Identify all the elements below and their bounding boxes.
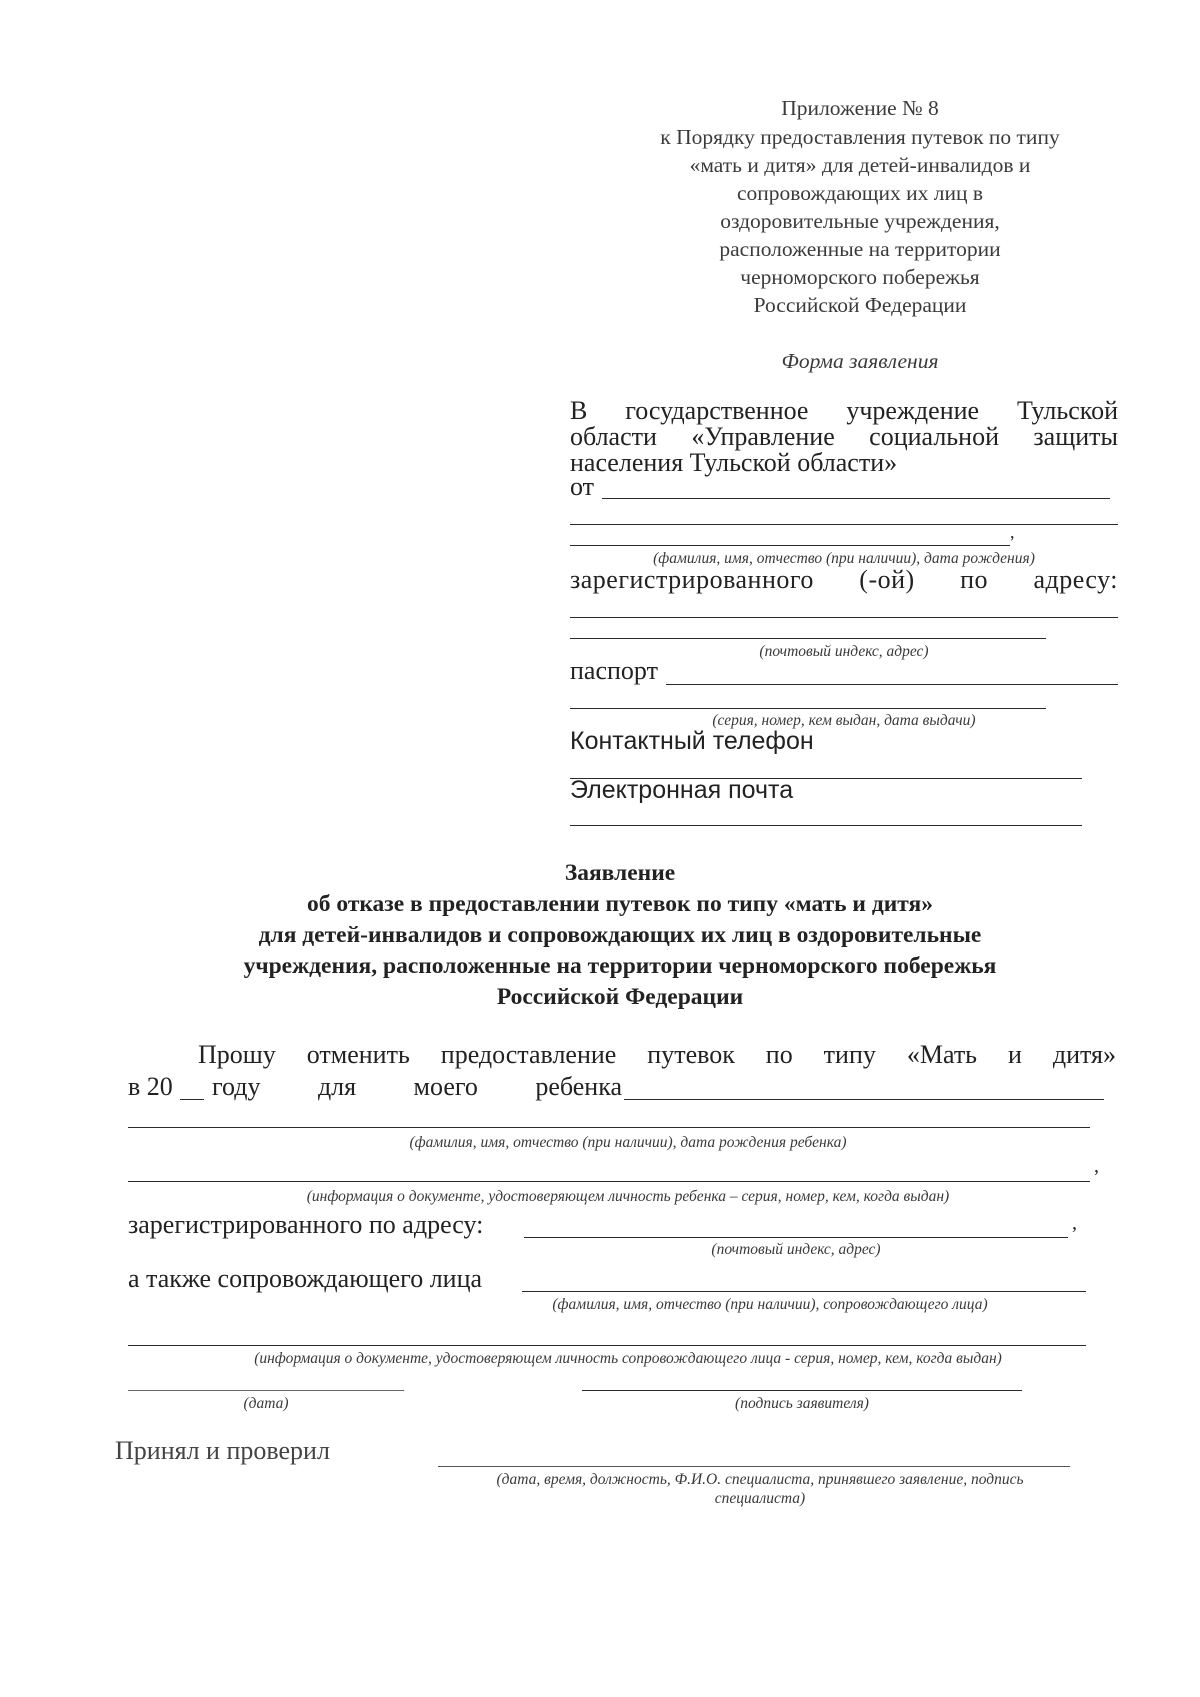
child-name-field[interactable] (624, 1099, 1104, 1100)
year-suffix: году для моего ребенка (212, 1072, 622, 1101)
year-field[interactable] (180, 1099, 204, 1100)
addressee-line: В государственное учреждение Тульской (570, 396, 1118, 425)
passport-label: паспорт (570, 656, 658, 685)
child-address-field[interactable] (524, 1237, 1068, 1238)
title-line: учреждения, расположенные на территории черноморского побережья (243, 953, 997, 979)
appendix-line: черноморского побережья (740, 265, 980, 289)
year-prefix: в 20 (128, 1072, 173, 1101)
signature-caption: (подпись заявителя) (735, 1395, 869, 1412)
address-field[interactable] (570, 617, 1118, 618)
applicant-name-field-2[interactable] (570, 524, 1118, 525)
passport-field[interactable] (666, 684, 1118, 685)
passport-field-2[interactable] (570, 708, 1046, 709)
child-address-caption: (почтовый индекс, адрес) (711, 1241, 881, 1258)
phone-label: Контактный телефон (570, 727, 814, 755)
appendix-line: расположенные на территории (719, 237, 1001, 261)
addressee-line: области «Управление социальной защиты (570, 422, 1118, 451)
signature-field[interactable] (582, 1390, 1022, 1391)
companion-label: а также сопровождающего лица (128, 1264, 483, 1293)
companion-document-caption: (информация о документе, удостоверяющем личность сопровождающего лица - серия, номер, кем, когда выдан) (254, 1350, 1002, 1367)
address-caption: (почтовый индекс, адрес) (759, 643, 929, 660)
form-label: Форма заявления (781, 349, 939, 373)
child-name-field-2[interactable] (128, 1127, 1090, 1128)
applicant-name-field-3[interactable] (570, 545, 1010, 546)
title-line: для детей-инвалидов и сопровождающих их лиц в оздоровительные (258, 922, 982, 948)
date-caption: (дата) (243, 1395, 289, 1412)
child-document-field[interactable] (128, 1181, 1090, 1182)
applicant-name-caption: (фамилия, имя, отчество (при наличии), дата рождения) (653, 550, 1035, 567)
title-line: Российской Федерации (496, 984, 744, 1010)
registered-address-label: зарегистрированного (-ой) по адресу: (570, 565, 1118, 594)
companion-document-field[interactable] (128, 1345, 1086, 1346)
child-address-label: зарегистрированного по адресу: (128, 1210, 484, 1239)
accepted-field[interactable] (438, 1466, 1070, 1467)
addressee-line: населения Тульской области» (570, 448, 898, 477)
comma: , (1010, 522, 1015, 542)
appendix-line: оздоровительные учреждения, (720, 209, 1000, 233)
date-field[interactable] (128, 1390, 404, 1391)
companion-name-field[interactable] (522, 1291, 1086, 1292)
title-line: об отказе в предоставлении путевок по типу «мать и дитя» (307, 891, 933, 917)
companion-name-caption: (фамилия, имя, отчество (при наличии), сопровождающего лица) (552, 1296, 988, 1313)
request-line: Прошу отменить предоставление путевок по типу «Мать и дитя» (198, 1040, 1116, 1069)
accepted-caption: (дата, время, должность, Ф.И.О. специалиста, принявшего заявление, подпись (496, 1471, 1024, 1488)
appendix-line: к Порядку предоставления путевок по типу (660, 125, 1060, 149)
child-document-caption: (информация о документе, удостоверяющем личность ребенка – серия, номер, кем, когда выдан) (306, 1188, 950, 1205)
address-field-2[interactable] (570, 638, 1046, 639)
passport-caption: (серия, номер, кем выдан, дата выдачи) (712, 712, 976, 729)
appendix-number: Приложение № 8 (781, 96, 939, 120)
child-name-caption: (фамилия, имя, отчество (при наличии), дата рождения ребенка) (409, 1134, 847, 1151)
accepted-label: Принял и проверил (115, 1436, 330, 1465)
email-field[interactable] (570, 825, 1082, 826)
appendix-line: сопровождающих их лиц в (736, 181, 983, 205)
appendix-line: «мать и дитя» для детей-инвалидов и (689, 153, 1031, 177)
email-label: Электронная почта (570, 776, 794, 804)
applicant-name-field[interactable] (602, 498, 1110, 499)
comma: , (1072, 1212, 1077, 1234)
title-line: Заявление (564, 860, 676, 886)
from-label: от (570, 472, 595, 501)
comma: , (1094, 1155, 1099, 1177)
accepted-caption: специалиста) (714, 1490, 806, 1507)
appendix-line: Российской Федерации (753, 293, 967, 317)
